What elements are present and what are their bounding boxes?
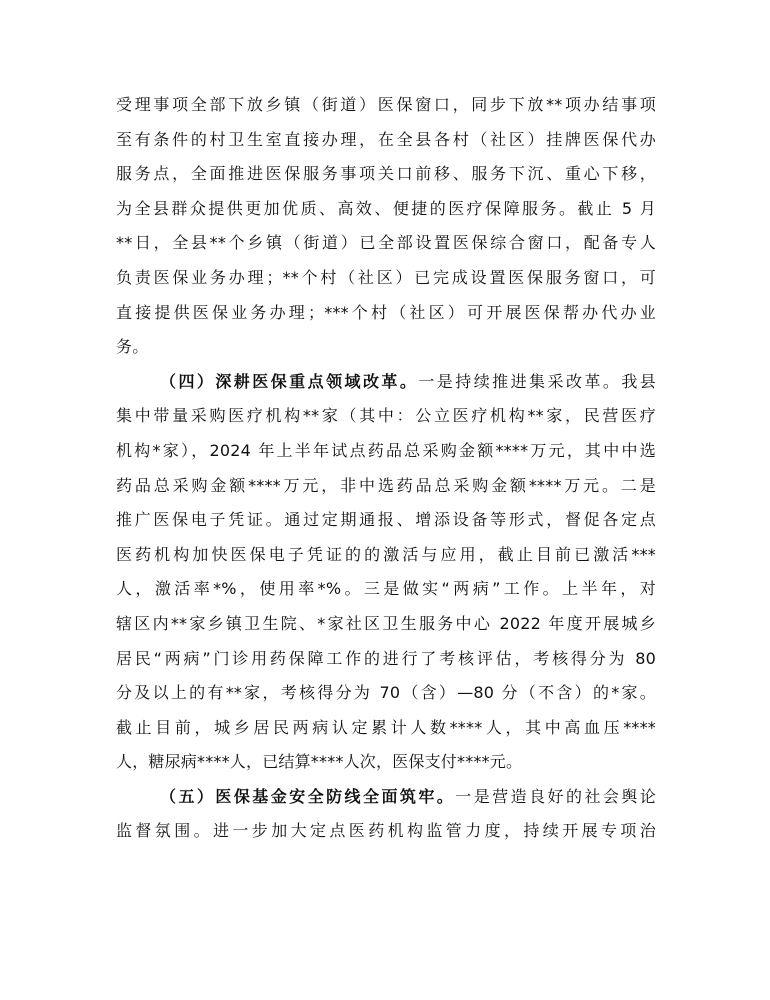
paragraph-line: [116, 572, 656, 607]
paragraph-line: [116, 399, 656, 434]
section-heading-line: [116, 780, 656, 815]
line-text: **日，全县**个乡镇（街道）已全部设置医保综合窗口，配备专人: [116, 233, 656, 253]
line-text: 人，激活率*%，使用率*%。三是做实“两病”工作。上半年，对: [116, 579, 656, 599]
line-text: 务。: [116, 337, 149, 357]
line-text: 集中带量采购医疗机构**家（其中：公立医疗机构**家，民营医疗: [116, 406, 656, 426]
line-text: 一是营造良好的社会舆论: [455, 786, 657, 806]
line-text: 推广医保电子凭证。通过定期通报、增添设备等形式，督促各定点: [116, 510, 656, 530]
paragraph-line: [116, 157, 656, 192]
paragraph-line: [116, 330, 656, 365]
line-text: 直接提供医保业务办理；***个村（社区）可开展医保帮办代办业: [116, 302, 656, 322]
line-text: 一是持续推进集采改革。我县: [418, 371, 656, 391]
paragraph-line: [116, 642, 656, 677]
paragraph-line: [116, 503, 656, 538]
paragraph-line: [116, 123, 656, 158]
section-heading: （四）深耕医保重点领域改革。: [160, 371, 419, 391]
paragraph-line: [116, 538, 656, 573]
paragraph-line: [116, 226, 656, 261]
paragraph-line: [116, 814, 656, 849]
line-text: 机构*家），2024 年上半年试点药品总采购金额****万元，其中中选: [116, 440, 656, 460]
line-text: 药品总采购金额****万元，非中选药品总采购金额****万元。二是: [116, 475, 656, 495]
line-text: 截止目前，城乡居民两病认定累计人数****人，其中高血压****: [116, 717, 656, 737]
paragraph-line: [116, 607, 656, 642]
paragraph-line: [116, 745, 656, 780]
paragraph-line: [116, 434, 656, 469]
paragraph-line: [116, 469, 656, 504]
paragraph-line: [116, 296, 656, 331]
line-text: 分及以上的有**家，考核得分为 70（含）—80 分（不含）的*家。: [116, 683, 656, 703]
line-text: 监督氛围。进一步加大定点医药机构监管力度，持续开展专项治: [116, 821, 656, 841]
line-text: 服务点，全面推进医保服务事项关口前移、服务下沉、重心下移，: [116, 164, 656, 184]
line-text: 为全县群众提供更加优质、高效、便捷的医疗保障服务。截止 5 月: [116, 198, 656, 218]
line-text: 至有条件的村卫生室直接办理，在全县各村（社区）挂牌医保代办: [116, 129, 656, 149]
line-text: 居民“两病”门诊用药保障工作的进行了考核评估，考核得分为 80: [116, 648, 656, 668]
line-text: 辖区内**家乡镇卫生院、*家社区卫生服务中心 2022 年度开展城乡: [116, 613, 656, 633]
line-text: 医药机构加快医保电子凭证的的激活与应用，截止目前已激活***: [116, 544, 656, 564]
line-text: 负责医保业务办理；**个村（社区）已完成设置医保服务窗口，可: [116, 267, 656, 287]
paragraph-line: [116, 261, 656, 296]
line-text: 人，糖尿病****人，已结算****人次，医保支付****元。: [116, 752, 523, 772]
paragraph-line: [116, 711, 656, 746]
line-text: 受理事项全部下放乡镇（街道）医保窗口，同步下放**项办结事项: [116, 95, 656, 114]
paragraph-line: [116, 192, 656, 227]
paragraph-line: [116, 676, 656, 711]
document-body: [116, 88, 656, 849]
paragraph-line: [116, 88, 656, 123]
section-heading: （五）医保基金安全防线全面筑牢。: [160, 786, 456, 806]
section-heading-line: [116, 365, 656, 400]
